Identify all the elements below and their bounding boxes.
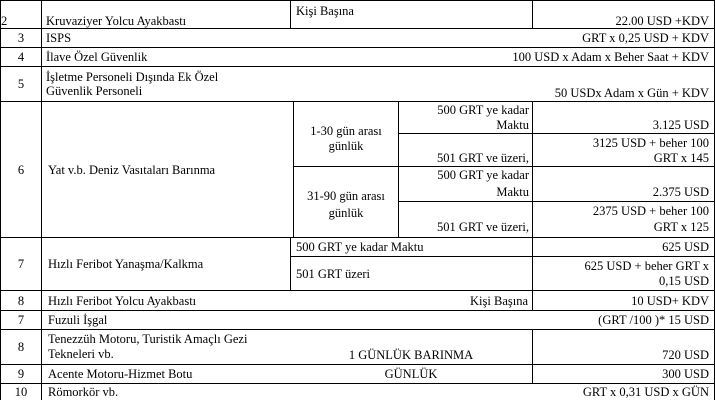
price-value: GRT x 0,31 USD x GÜN — [582, 385, 709, 399]
tier-label-line1: 500 GRT ye kadar — [437, 168, 529, 182]
row-number: 8 — [17, 340, 25, 354]
tier-label-line2: Maktu — [496, 185, 529, 199]
period-label-line1: 1-30 gün arası — [310, 124, 382, 138]
unit-label: GÜNLÜK — [384, 367, 438, 381]
service-name-line1: İşletme Personeli Dışında Ek Özel — [46, 70, 219, 84]
tier-label: 501 GRT üzeri — [296, 266, 371, 281]
period-label-line2: günlük — [328, 139, 364, 153]
row-number: 6 — [17, 162, 25, 177]
row-divider — [293, 166, 715, 167]
row-number: 2 — [1, 14, 8, 28]
row-number: 7 — [17, 313, 25, 327]
row-number: 10 — [14, 385, 28, 399]
service-name: İlave Özel Güvenlik — [46, 50, 148, 64]
row-number: 3 — [17, 31, 25, 45]
price-value-line2: 0,15 USD — [658, 274, 709, 288]
tier-label-line1: 500 GRT ye kadar — [437, 103, 529, 117]
service-name: Hızlı Feribot Yolcu Ayakbastı — [48, 293, 197, 308]
col-divider — [290, 237, 291, 291]
service-name: Kruvaziyer Yolcu Ayakbastı — [46, 14, 187, 28]
service-name: Fuzuli İşgal — [48, 313, 108, 327]
service-name: Hızlı Feribot Yanaşma/Kalkma — [48, 257, 204, 271]
price-value-line1: 2375 USD + beher 100 — [592, 204, 709, 218]
price-value: 50 USDx Adam x Gün + KDV — [554, 86, 709, 100]
row-divider — [0, 329, 715, 330]
price-value: 22.00 USD +KDV — [615, 14, 709, 28]
col-divider — [41, 0, 42, 400]
service-name-line2: Tekneleri vb. — [48, 347, 114, 361]
col-divider — [398, 101, 399, 238]
price-value: 100 USD x Adam x Beher Saat + KDV — [512, 50, 709, 64]
price-value-line2: GRT x 125 — [653, 220, 709, 234]
period-label-line2: günlük — [328, 206, 364, 220]
service-name-line1: Tenezzüh Motoru, Turistik Amaçlı Gezi — [48, 332, 248, 346]
row-divider — [398, 201, 715, 202]
tier-label: 501 GRT ve üzeri, — [436, 220, 529, 234]
service-name-line2: Güvenlik Personeli — [46, 84, 143, 98]
price-value: 10 USD+ KDV — [631, 293, 709, 308]
tier-label-line2: Maktu — [496, 118, 529, 132]
price-value: 625 USD — [662, 240, 709, 254]
price-value: 2.375 USD — [652, 185, 709, 199]
row-number: 5 — [17, 77, 25, 91]
price-value-line1: 625 USD + beher GRT x — [584, 259, 709, 273]
service-name: Acente Motoru-Hizmet Botu — [48, 367, 193, 381]
row-number: 4 — [17, 50, 25, 64]
row-number: 7 — [17, 257, 25, 271]
row-number: 8 — [17, 293, 25, 308]
price-value: 300 USD — [662, 367, 709, 381]
row-divider — [0, 66, 715, 67]
tier-label: 500 GRT ye kadar Maktu — [296, 240, 424, 254]
price-value: (GRT /100 )* 15 USD — [598, 313, 709, 327]
service-name: Römorkör vb. — [48, 385, 119, 399]
price-value-line2: GRT x 145 — [653, 151, 709, 165]
price-value: GRT x 0,25 USD + KDV — [582, 31, 709, 45]
row-divider — [0, 383, 715, 384]
period-label-line1: 31-90 gün arası — [307, 189, 385, 203]
price-value: 3.125 USD — [652, 118, 709, 132]
col-divider — [290, 0, 291, 29]
price-value-line1: 3125 USD + beher 100 — [592, 136, 709, 150]
unit-label: 1 GÜNLÜK BARINMA — [348, 348, 474, 362]
tier-label: 501 GRT ve üzeri, — [436, 151, 529, 165]
row-divider — [398, 133, 715, 134]
service-name: ISPS — [46, 31, 72, 45]
unit-label: Kişi Başına — [296, 4, 354, 18]
service-name: Yat v.b. Deniz Vasıtaları Barınma — [48, 162, 216, 177]
price-value: 720 USD — [662, 348, 709, 362]
unit-label: Kişi Başına — [470, 293, 528, 308]
row-number: 9 — [17, 367, 25, 381]
